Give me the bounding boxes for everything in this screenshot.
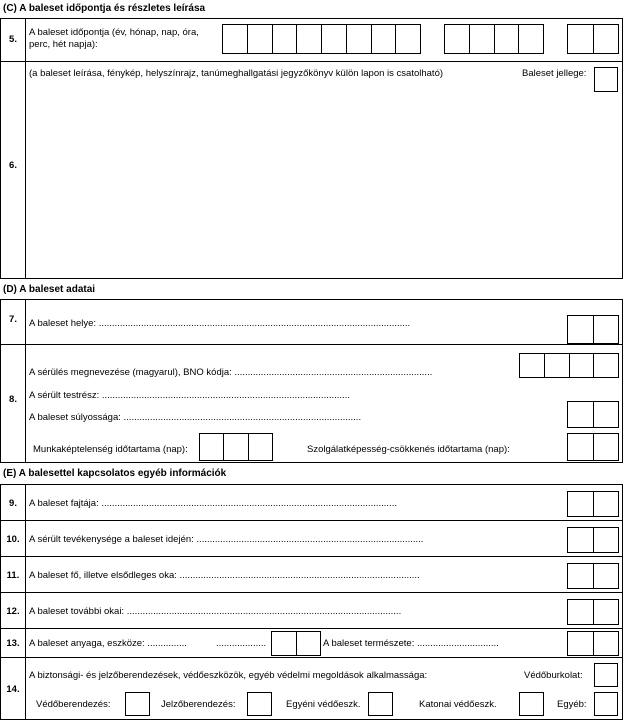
incapacity-label: Munkaképtelenség időtartama (nap): (33, 444, 188, 455)
row-number: 11. (6, 570, 20, 581)
cover-checkbox[interactable] (594, 663, 618, 687)
section-d-title: (D) A baleset adatai (3, 284, 96, 295)
description-note: (a baleset leírása, fénykép, helyszínrajz, tanúmeghallgatási jegyzőkönyv külön lapon is csatolható) (29, 68, 444, 79)
bno-code-boxes[interactable] (519, 353, 619, 378)
protective-device-label: Védőberendezés: (36, 699, 111, 710)
material-tool-boxes[interactable] (271, 631, 321, 656)
activity-field[interactable]: A sérült tevékenysége a baleset idején: ...................................................................................... (29, 534, 424, 545)
material-tool-dots: ................... (216, 638, 267, 649)
row-number: 13. (6, 638, 20, 649)
accident-kind-boxes[interactable] (567, 491, 619, 517)
row-number: 10. (6, 534, 20, 545)
protective-device-checkbox[interactable] (125, 692, 150, 716)
injury-name-field[interactable]: A sérülés megnevezése (magyarul), BNO kódja: ........................................................................... (29, 367, 433, 378)
location-code-boxes[interactable] (567, 315, 619, 344)
row-14 (0, 657, 623, 720)
signal-device-label: Jelzőberendezés: (161, 699, 236, 710)
row-10 (0, 520, 623, 557)
service-reduction-label: Szolgálatképesség-csökkenés időtartama (nap): (307, 444, 510, 455)
date-input-boxes[interactable] (222, 24, 421, 54)
cover-label: Védőburkolat: (524, 670, 583, 681)
accident-location-field[interactable]: A baleset helye: ...................................................................................................................... (29, 318, 411, 329)
other-label: Egyéb: (557, 699, 587, 710)
material-tool-field[interactable]: A baleset anyaga, eszköze: ............... (29, 638, 187, 649)
accident-nature-boxes[interactable] (567, 631, 619, 656)
row-number: 6. (9, 160, 17, 171)
other-checkbox[interactable] (594, 692, 618, 716)
body-part-field[interactable]: A sérült testrész: .............................................................................................. (29, 390, 350, 401)
ppe-label: Egyéni védőeszk. (286, 699, 361, 710)
further-causes-boxes[interactable] (567, 599, 619, 625)
row-number: 5. (9, 34, 17, 45)
accident-type-label: Baleset jellege: (522, 68, 587, 79)
incapacity-days-boxes[interactable] (199, 433, 273, 461)
row-number: 12. (6, 606, 20, 617)
ppe-checkbox[interactable] (368, 692, 393, 716)
severity-code-boxes[interactable] (567, 401, 619, 428)
row-11 (0, 556, 623, 593)
row-9 (0, 484, 623, 521)
further-causes-field[interactable]: A baleset további okai: ........................................................................................................ (29, 606, 402, 617)
accident-nature-field[interactable]: A baleset természete: ............................... (323, 638, 499, 649)
accident-kind-field[interactable]: A baleset fajtája: ................................................................................................................ (29, 498, 397, 509)
row-8 (0, 344, 623, 463)
accident-time-label: A baleset időpontja (év, hónap, nap, óra, (29, 27, 199, 38)
row-6 (0, 61, 623, 279)
row-number: 14. (6, 684, 20, 695)
row-number: 7. (9, 314, 17, 325)
section-c-title: (C) A baleset időpontja és részletes leírása (3, 3, 206, 14)
military-ppe-label: Katonai védőeszk. (419, 699, 497, 710)
safety-suitability-label: A biztonsági- és jelzőberendezések, védőeszközök, egyéb védelmi megoldások alkalmassága: (29, 670, 428, 681)
section-e-title: (E) A balesettel kapcsolatos egyéb információk (3, 468, 227, 479)
primary-cause-boxes[interactable] (567, 563, 619, 589)
weekday-input-boxes[interactable] (567, 24, 619, 54)
activity-boxes[interactable] (567, 527, 619, 553)
row-number: 8. (9, 394, 17, 405)
row-number: 9. (9, 498, 17, 509)
service-reduction-boxes[interactable] (567, 433, 619, 461)
row-13 (0, 628, 623, 658)
accident-time-label-cont: perc, hét napja): (29, 39, 98, 50)
primary-cause-field[interactable]: A baleset fő, illetve elsődleges oka: ........................................................................................... (29, 570, 420, 581)
accident-type-box[interactable] (594, 67, 618, 92)
row-7 (0, 299, 623, 345)
severity-field[interactable]: A baleset súlyossága: .......................................................................................... (29, 412, 362, 423)
row-12 (0, 592, 623, 629)
military-ppe-checkbox[interactable] (519, 692, 544, 716)
signal-device-checkbox[interactable] (247, 692, 272, 716)
row-5 (0, 18, 623, 62)
time-input-boxes[interactable] (444, 24, 544, 54)
